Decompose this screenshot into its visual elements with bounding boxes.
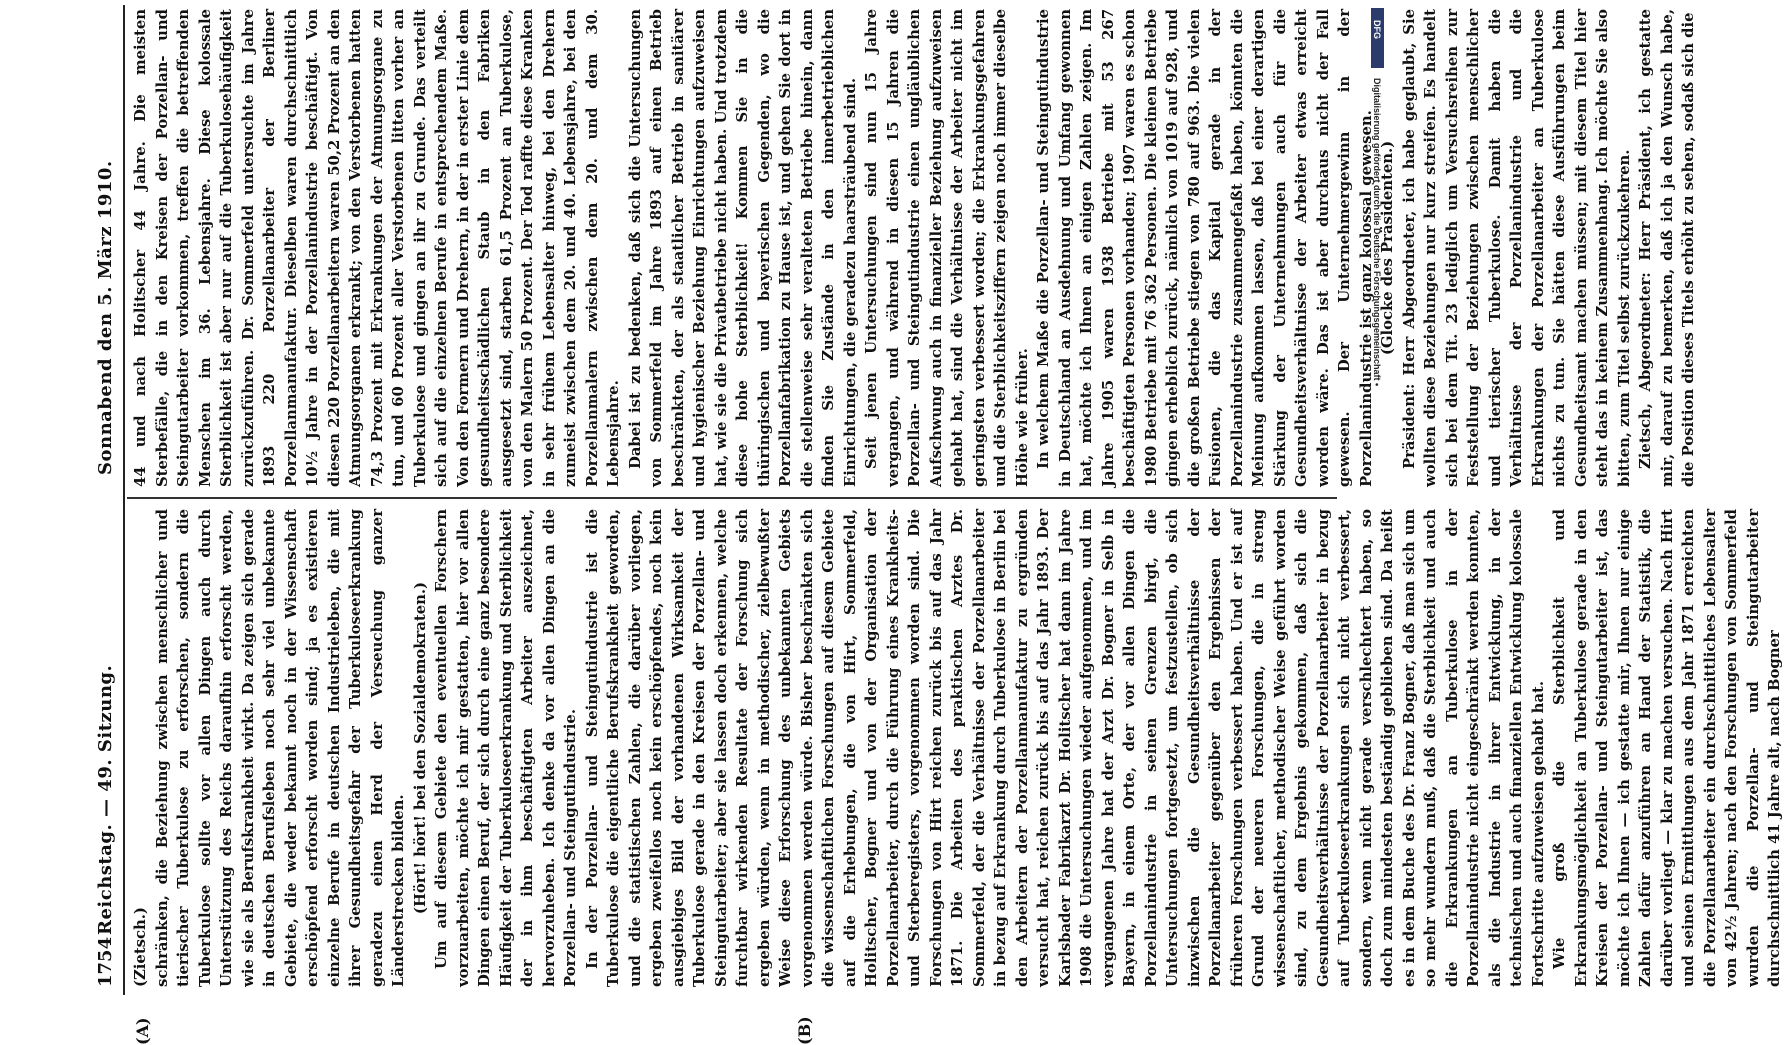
margin-mark-a: (A): [133, 1017, 152, 1045]
speaker-label: (Zietsch.): [132, 907, 149, 987]
header-rule: [123, 5, 125, 995]
left-column: [130, 509, 1786, 987]
interjection: (Glocke des Präsidenten.): [1379, 140, 1396, 356]
paragraph: Wie groß die Sterblichkeit und Erkrankungsmöglichkeit an Tuberkulose gerade in den Kreisen der Porzellan- und Steingutarbeiter ist, das möchte ich Ihnen — ich gestatte mir, Ihnen nur einige Zahlen dafür anzuführen an Hand der Statistik, die darüber vorliegt — klar zu machen versuchen. Nach Hirt und seinen Ermittlungen aus dem Jahr 1871 erreichten die Porzellanarbeiter ein durchschnittliches Lebensalter von 42½ Jahren; nach den Forschungen von Sommerfeld wurden die Porzellan- und Steingutarbeiter durchschnittlich 41 Jahre alt, nach Bogner: [1551, 509, 1783, 987]
margin-mark-b: (B): [795, 1016, 814, 1045]
interjection: (Hört! hört! bei den Sozialdemokraten.): [411, 581, 429, 915]
dfg-logo: DFG: [1371, 8, 1384, 68]
paragraph: 44 und nach Holitscher 44 Jahre. Die meisten Sterbefälle, die in den Kreisen der Porzellan- und Steingutarbeiter vorkommen, treffen die betreffenden Menschen im 36. Lebensjahre. Diese kolossale Sterblichkeit ist aber nur auf die Tuberkulosehäufigkeit zurückzuführen. Dr. Sommerfeld untersuchte im Jahre 1893 220 Porzellanarbeiter der Berliner Porzellanmanufaktur. Dieselben waren durchschnittlich 10½ Jahre in der Porzellanindustrie beschäftigt. Von diesen 220 Porzellanarbeitern waren 50,2 Prozent an den Atmungsorganen erkrankt; von den Verstorbenen hatten 74,3 Prozent mit Erkrankungen der Atmungsorgane zu tun, und 60 Prozent aller Verstorbenen litten vorher an Tuberkulose und gingen an ihr zu Grunde. Das verteilt sich auf die einzelnen Berufe in entsprechendem Maße. Von den Formern und Drehern, in der in erster Linie dem gesundheitsschädlichen Staub in den Fabriken ausgesetzt sind, starben 61,5 Prozent an Tuberkulose, von den Malern 50 Prozent. Der Tod raffte diese Kranken in sehr frühem Lebensalter hinweg, bei den Drehern zumeist zwischen dem 20. und 40. Lebensjahre, bei den Porzellanmalern zwischen dem 20. und dem 30. Lebensjahre.: [132, 9, 622, 487]
page-number: 1754: [95, 936, 116, 987]
paragraph: In welchem Maße die Porzellan- und Steingutindustrie in Deutschland an Ausdehnung und Umfang gewonnen hat, möchte ich Ihnen an einigen Zahlen zeigen. Im Jahre 1905 waren 1938 Betriebe mit 53 267 beschäftigten Personen vorhanden; 1907 waren es schon 1980 Betriebe mit 76 362 Personen. Die kleinen Betriebe gingen erheblich zurück, nämlich von 1019 auf 928, und die großen Betriebe stiegen von 780 auf 963. Die vielen Fusionen, die das Kapital gerade in der Porzellanindustrie zusammengefaßt haben, könnten die Meinung aufkommen lassen, daß bei einer derartigen Stärkung der Unternehmungen auch für die Gesundheitsverhältnisse der Arbeiter etwas erreicht worden wäre. Das ist aber durchaus nicht der Fall gewesen. Der Unternehmergewinn in der Porzellanindustrie ist ganz kolossal gewesen.: [1035, 9, 1375, 487]
credit-text: Digitalisierung gefördert durch die Deutsche Forschungsgemeinschaft •: [1372, 78, 1382, 387]
digitization-credit: [1370, 8, 1382, 998]
paragraph: Seit jenen Untersuchungen sind nun 15 Jahre vergangen, und während in diesen 15 Jahren die Porzellan- und Steingutindustrie einen ungläublichen Aufschwung auch in finanzieller Beziehung aufzuweisen gehabt hat, sind die Verhältnisse der Arbeiter nicht im geringsten verbessert worden; die Erkrankungsgefahren und die Sterblichkeitsziffern zeigen noch immer dieselbe Höhe wie früher.: [863, 9, 1031, 487]
paragraph: schränken, die Beziehung zwischen menschlicher und tierischer Tuberkulose zu erforschen, sondern die Tuberkulose sollte vor allen Dingen auch durch Unterstützung des Reichs daraufhin erforscht werden, wie sie als Berufskrankheit wirkt. Da zeigen sich gerade in deutschen Berufsleben noch sehr viel unbekannte Gebiete, die weder bekannt noch in der Wissenschaft erschöpfend erforscht worden sind; ja es existieren einzelne Berufe in deutschen Industrieleben, die mit ihrer Gesundheitsgefahr der Tuberkuloseerkrankung geradezu einen Herd der Verseuchung ganzer Länderstrecken bilden.: [153, 509, 407, 987]
page-header: [75, 5, 125, 995]
paragraph: Zietsch, Abgeordneter: Herr Präsident, ich gestatte mir, darauf zu bemerken, daß ich ja den Wunsch habe, die Position dieses Titels erhöht zu sehen, sodaß sich die: [1637, 9, 1697, 487]
paragraph: Um auf diesem Gebiete den eventuellen Forschern vorzuarbeiten, möchte ich mir gestatten, hier vor allen Dingen einen Beruf, der sich durch eine ganz besondere Häufigkeit der Tuberkuloseerkrankung und Sterblichkeit der in ihm beschäftigten Arbeiter auszeichnet, hervorzuheben. Ich denke da vor allen Dingen an die Porzellan- und Steingutindustrie.: [433, 509, 579, 987]
right-column: [130, 9, 1700, 487]
date-title: Sonnabend den 5. März 1910.: [95, 160, 116, 475]
paragraph: In der Porzellan- und Steingutindustrie ist die Tuberkulose die eigentliche Berufskrankheit geworden, und die statistischen Zahlen, die darüber vorliegen, ergeben zweifellos noch kein erschöpfendes, noch kein ausgiebiges Bild der vorhandenen Wirksamkeit der Tuberkulose gerade in den Kreisen der Porzellan- und Steingutarbeiter; aber sie lassen doch erkennen, welche furchtbar wirkenden Resultate der Forschung sich ergeben würden, wenn in methodischer, zielbewußter Weise diese Erforschung des unbekannten Gebiets vorgenommen werden würde. Bisher beschränkten sich die wissenschaftlichen Forschungen auf diesem Gebiete auf die Erhebungen, die von Hirt, Sommerfeld, Holitscher, Bogner und von der Organisation der Porzellanarbeiter, durch die Führung eines Krankheits- und Sterberegisters, vorgenommen worden sind. Die Forschungen von Hirt reichen zurück bis auf das Jahr 1871. Die Arbeiten des praktischen Arztes Dr. Sommerfeld, der die Verhältnisse der Porzellanarbeiter in bezug auf Erkrankung durch Tuberkulose in Berlin bei den Arbeitern der Porzellanmanufaktur zu ergründen versucht hat, reichen zurück bis auf das Jahr 1893. Der Karlsbader Fabrikarzt Dr. Holitscher hat dann im Jahre 1908 die Untersuchungen wieder aufgenommen, und im vergangenen Jahre hat der Arzt Dr. Bogner in Selb in Bayern, in einem Orte, der vor allen Dingen die Porzellanindustrie in seinen Grenzen birgt, die Untersuchungen fortgesetzt, um festzustellen, ob sich inzwischen die Gesundheitsverhältnisse der Porzellanarbeiter gegenüber den Ergebnissen der früheren Forschungen verbessert haben. Und er ist auf Grund der neueren Forschungen, die in streng wissenschaftlicher, methodischer Weise geführt worden sind, zu dem Ergebnis gekommen, daß sich die Gesundheitsverhältnisse der Porzellanarbeiter in bezug auf Tuberkuloseerkrankungen sich nicht verbessert, sondern, wenn nicht gerade verschlechtert haben, so doch zum mindesten beständig geblieben sind. Da heißt es in dem Buche des Dr. Franz Bogner, daß man sich um so mehr wundern muß, daß die Sterblichkeit und auch die Erkrankungen an Tuberkulose in der Porzellanindustrie nicht eingeschränkt werden konnten, als die Industrie in ihrer Entwicklung, in der technischen und auch finanziellen Entwicklung kolossale Fortschritte aufzuweisen gehabt hat.: [583, 509, 1547, 987]
session-title: Reichstag. — 49. Sitzung.: [95, 664, 116, 935]
paragraph: Präsident: Herr Abgeordneter, ich habe geglaubt, Sie wollten diese Beziehungen nur kurz streifen. Es handelt sich bei dem Tit. 23 lediglich um Versuchsreihen zur Feststellung der Beziehungen zwischen menschlicher und tierischer Tuberkulose. Damit haben die Verhältnisse der Porzellanindustrie und die Erkrankungen der Porzellanarbeiter an Tuberkulose nichts zu tun. Sie hätten diese Ausführungen beim Gesundheitsamt machen müssen; mit diesem Titel hier steht das in keinem Zusammenhang. Ich möchte Sie also bitten, zum Titel selbst zurückzukehren.: [1400, 9, 1633, 487]
paragraph: Dabei ist zu bedenken, daß sich die Untersuchungen von Sommerfeld im Jahre 1893 auf einen Betrieb beschränkten, der als staatlicher Betrieb in sanitärer und hygienischer Beziehung Einrichtungen aufzuweisen hat, wie sie die Privatbetriebe nicht haben. Und trotzdem diese hohe Sterblichkeit! Kommen Sie in die thüringischen und bayerischen Gegenden, wo die Porzellanfabrikation zu Hause ist, und gehen Sie dort in die stellenweise sehr veralteten Betriebe hinein, dann finden Sie Zustände in den innerbetrieblichen Einrichtungen, die geradezu haarsträubend sind.: [626, 9, 859, 487]
column-divider: [127, 497, 1337, 499]
